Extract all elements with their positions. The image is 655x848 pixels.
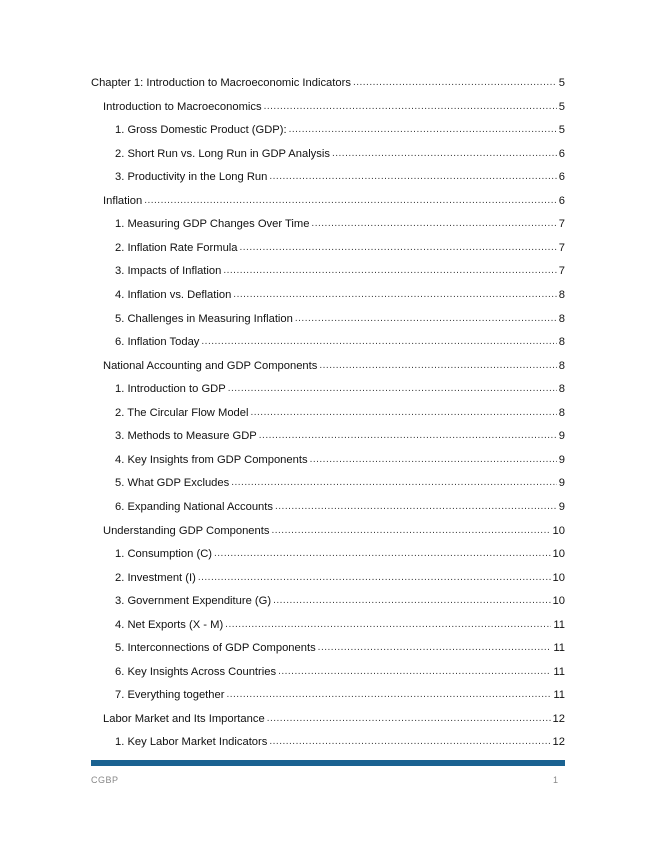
toc-entry-page: 5 [558,124,565,137]
toc-dot-leader [231,476,557,490]
toc-entry-title: 7. Everything together [115,689,225,702]
toc-entry[interactable] [103,712,565,726]
toc-entry-title: 3. Government Expenditure (G) [115,595,272,608]
toc-entry[interactable] [115,500,565,514]
toc-entry-title: 2. The Circular Flow Model [115,406,249,419]
toc-entry[interactable] [115,406,565,420]
toc-entry-title: Understanding GDP Components [103,524,270,537]
footer-divider [91,760,565,766]
toc-entry-page: 6 [558,194,565,207]
toc-dot-leader [198,571,551,585]
toc-entry[interactable] [115,264,565,278]
toc-entry-page: 12 [552,736,565,749]
toc-entry-page: 11 [553,642,565,655]
toc-entry-page: 7 [558,265,565,278]
toc-entry-title: 1. Gross Domestic Product (GDP): [115,124,287,137]
toc-entry[interactable] [115,476,565,490]
toc-entry-title: 1. Introduction to GDP [115,383,226,396]
toc-dot-leader [267,712,551,726]
toc-entry[interactable] [103,194,565,208]
toc-entry-title: Labor Market and Its Importance [103,712,265,725]
toc-dot-leader [273,594,550,608]
toc-entry-page: 8 [558,312,565,325]
toc-entry[interactable] [115,429,565,443]
toc-dot-leader [240,241,557,255]
toc-entry-title: 2. Inflation Rate Formula [115,241,238,254]
toc-entry[interactable] [115,688,565,702]
toc-entry[interactable] [115,147,565,161]
toc-entry-page: 10 [552,595,565,608]
toc-dot-leader [311,217,556,231]
toc-entry[interactable] [103,100,565,114]
toc-entry[interactable] [115,335,565,349]
toc-entry-page: 5 [558,77,565,89]
footer-label: CGBP [91,775,119,785]
toc-entry-page: 11 [553,665,565,678]
toc-entry[interactable] [115,571,565,585]
toc-entry-page: 10 [552,548,565,560]
toc-dot-leader [144,194,557,208]
toc-entry-page: 7 [558,218,565,231]
toc-entry-title: Introduction to Macroeconomics [103,100,262,113]
toc-entry-page: 9 [558,430,565,443]
toc-dot-leader [250,406,556,420]
toc-entry[interactable] [115,547,565,561]
toc-entry-title: 6. Key Insights Across Countries [115,665,277,678]
toc-entry-page: 6 [558,171,565,184]
toc-dot-leader [269,170,556,184]
toc-dot-leader [289,123,557,137]
toc-dot-leader [228,382,557,396]
toc-dot-leader [353,76,557,90]
toc-dot-leader [226,688,551,702]
toc-entry-title: 3. Impacts of Inflation [115,265,222,278]
toc-dot-leader [225,618,551,632]
toc-dot-leader [269,735,550,749]
toc-dot-leader [214,547,551,561]
toc-entry-title: 4. Net Exports (X - M) [115,618,224,631]
toc-entry-title: National Accounting and GDP Components [103,359,318,372]
toc-entry-page: 5 [558,100,565,113]
toc-entry-page: 7 [558,241,565,254]
toc-entry[interactable] [115,241,565,255]
toc-entry-page: 9 [558,477,565,490]
toc-dot-leader [223,264,556,278]
toc-entry-page: 8 [558,383,565,396]
toc-entry-title: 1. Key Labor Market Indicators [115,736,268,749]
toc-entry[interactable] [115,641,565,655]
toc-entry-page: 8 [558,289,565,301]
toc-entry-title: 4. Key Insights from GDP Components [115,453,308,466]
toc-entry[interactable] [115,312,565,326]
toc-entry[interactable] [91,76,565,90]
toc-entry[interactable] [115,735,565,749]
toc-entry-page: 9 [558,453,565,466]
toc-entry-title: 3. Methods to Measure GDP [115,430,257,443]
toc-dot-leader [278,665,551,679]
toc-entry-title: 2. Short Run vs. Long Run in GDP Analysis [115,147,330,160]
toc-dot-leader [264,100,557,114]
toc-entry-title: 4. Inflation vs. Deflation [115,289,232,301]
toc-entry[interactable] [115,288,565,302]
toc-entry-page: 10 [552,571,565,584]
toc-entry[interactable] [103,359,565,373]
toc-entry-page: 8 [558,359,565,372]
toc-entry[interactable] [115,217,565,231]
toc-entry-title: 5. Challenges in Measuring Inflation [115,312,293,325]
toc-entry-title: 5. Interconnections of GDP Components [115,642,316,655]
toc-entry[interactable] [115,123,565,137]
toc-entry[interactable] [103,524,565,538]
toc-dot-leader [259,429,557,443]
toc-entry[interactable] [115,382,565,396]
toc-entry-page: 11 [553,618,565,631]
toc-entry-title: 3. Productivity in the Long Run [115,171,268,184]
toc-dot-leader [275,500,557,514]
toc-dot-leader [310,453,557,467]
toc-dot-leader [271,524,550,538]
toc-entry-title: 6. Inflation Today [115,336,200,349]
toc-dot-leader [319,359,556,373]
toc-entry-title: 1. Consumption (C) [115,548,212,560]
toc-entry-page: 8 [558,336,565,349]
toc-entry-page: 12 [552,712,565,725]
toc-entry[interactable] [115,594,565,608]
toc-entry-page: 11 [553,689,565,702]
toc-entry-page: 10 [552,524,565,537]
toc-entry-title: Chapter 1: Introduction to Macroeconomic Indicators [91,77,351,89]
toc-entry-title: Inflation [103,194,143,207]
toc-dot-leader [233,288,556,302]
toc-dot-leader [201,335,556,349]
toc-dot-leader [295,312,557,326]
toc-entry-page: 9 [558,500,565,513]
toc-dot-leader [318,641,552,655]
toc-entry-title: 2. Investment (I) [115,571,196,584]
toc-entry[interactable] [115,618,565,632]
toc-entry-title: 6. Expanding National Accounts [115,500,273,513]
toc-entry-page: 6 [558,147,565,160]
toc-entry[interactable] [115,665,565,679]
toc-dot-leader [332,147,557,161]
toc-entry[interactable] [115,170,565,184]
toc-entry[interactable] [115,453,565,467]
toc-entry-page: 8 [558,406,565,419]
footer-page-number: 1 [553,775,559,785]
toc-entry-title: 5. What GDP Excludes [115,477,230,490]
toc-entry-title: 1. Measuring GDP Changes Over Time [115,218,310,231]
